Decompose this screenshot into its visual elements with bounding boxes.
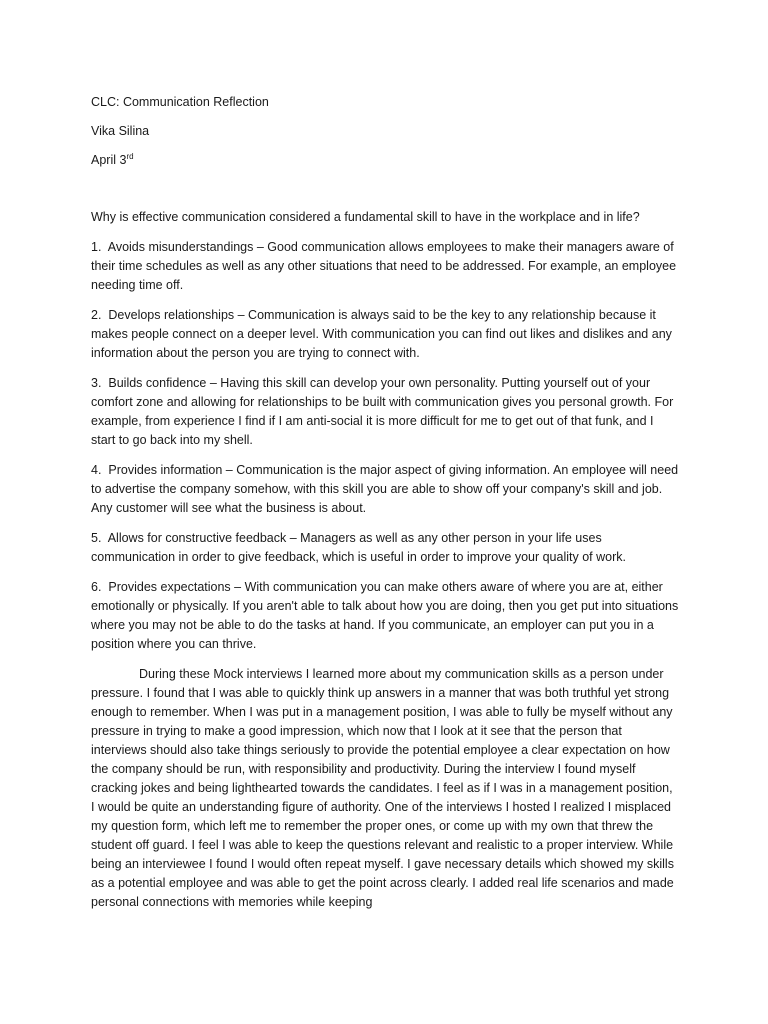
list-number: 3. [91, 376, 102, 390]
list-number: 2. [91, 308, 102, 322]
list-text: Provides information – Communication is the major aspect of giving information. An employee will need to advertise the company somehow, with this skill you are able to show off your company's skill and job. Any customer will see what the business is about. [91, 463, 679, 515]
list-text: Develops relationships – Communication is always said to be the key to any relationship because it makes people connect on a deeper level. With communication you can find out likes and dislikes and any information about the person you are trying to connect with. [91, 308, 672, 360]
document-date [91, 151, 134, 170]
list-number: 4. [91, 463, 102, 477]
list-number: 1. [91, 240, 102, 254]
date-suffix: rd [126, 151, 134, 161]
author-name: Vika Silina [91, 124, 150, 138]
list-text: Avoids misunderstandings – Good communication allows employees to make their managers aware of their time schedules as well as any other situations that need to be addressed. For example, an employee needing time off. [91, 240, 677, 292]
document-body [91, 208, 679, 923]
list-number: 6. [91, 580, 102, 594]
list-text: Allows for constructive feedback – Managers as well as any other person in your life uses communication in order to give feedback, which is useful in order to improve your quality of work. [91, 531, 626, 564]
date-text: April 3 [91, 153, 127, 167]
question-text: Why is effective communication considered a fundamental skill to have in the workplace and in life? [91, 210, 640, 224]
essay-paragraph: During these Mock interviews I learned more about my communication skills as a person under pressure. I found that I was able to quickly think up answers in a manner that was both truthful yet strong enough to remember. When I was put in a management position, I was able to fully be myself without any pressure in trying to make a good impression, which now that I look at it see that the person that interviews should also take things seriously to provide the potential employee a clear expectation on how the company should be run, with responsibility and productivity. During the interview I found myself cracking jokes and being lighthearted towards the candidates. I feel as if I was in a management position, I would be quite an understanding figure of authority. One of the interviews I hosted I realized I misplaced my question form, which left me to remember the proper ones, or come up with my own that threw the student off guard. I feel I was able to keep the questions relevant and realistic to a proper interview. While being an interviewee I found I would often repeat myself. I gave necessary details which showed my skills as a potential employee and was able to get the point across clearly. I added real life scenarios and made personal connections with memories while keeping [91, 667, 674, 909]
list-text: Builds confidence – Having this skill can develop your own personality. Putting yourself out of your comfort zone and allowing for relationships to be built with communication gives you personal growth. For example, from experience I find if I am anti-social it is more difficult for me to get out of that funk, and I start to go back into my shell. [91, 376, 674, 447]
list-item-1 [91, 238, 679, 295]
list-text: Provides expectations – With communication you can make others aware of where you are at, either emotionally or physically. If you aren't able to talk about how you are doing, then you get put into situations where you may not be able to do the tasks at hand. If you communicate, an employer can put you in a position where you can thrive. [91, 580, 679, 651]
list-number: 5. [91, 531, 102, 545]
list-item-6 [91, 578, 679, 654]
list-item-3 [91, 374, 679, 450]
list-item-5 [91, 529, 679, 567]
list-item-4 [91, 461, 679, 518]
list-item-2 [91, 306, 679, 363]
document-title: CLC: Communication Reflection [91, 95, 269, 109]
